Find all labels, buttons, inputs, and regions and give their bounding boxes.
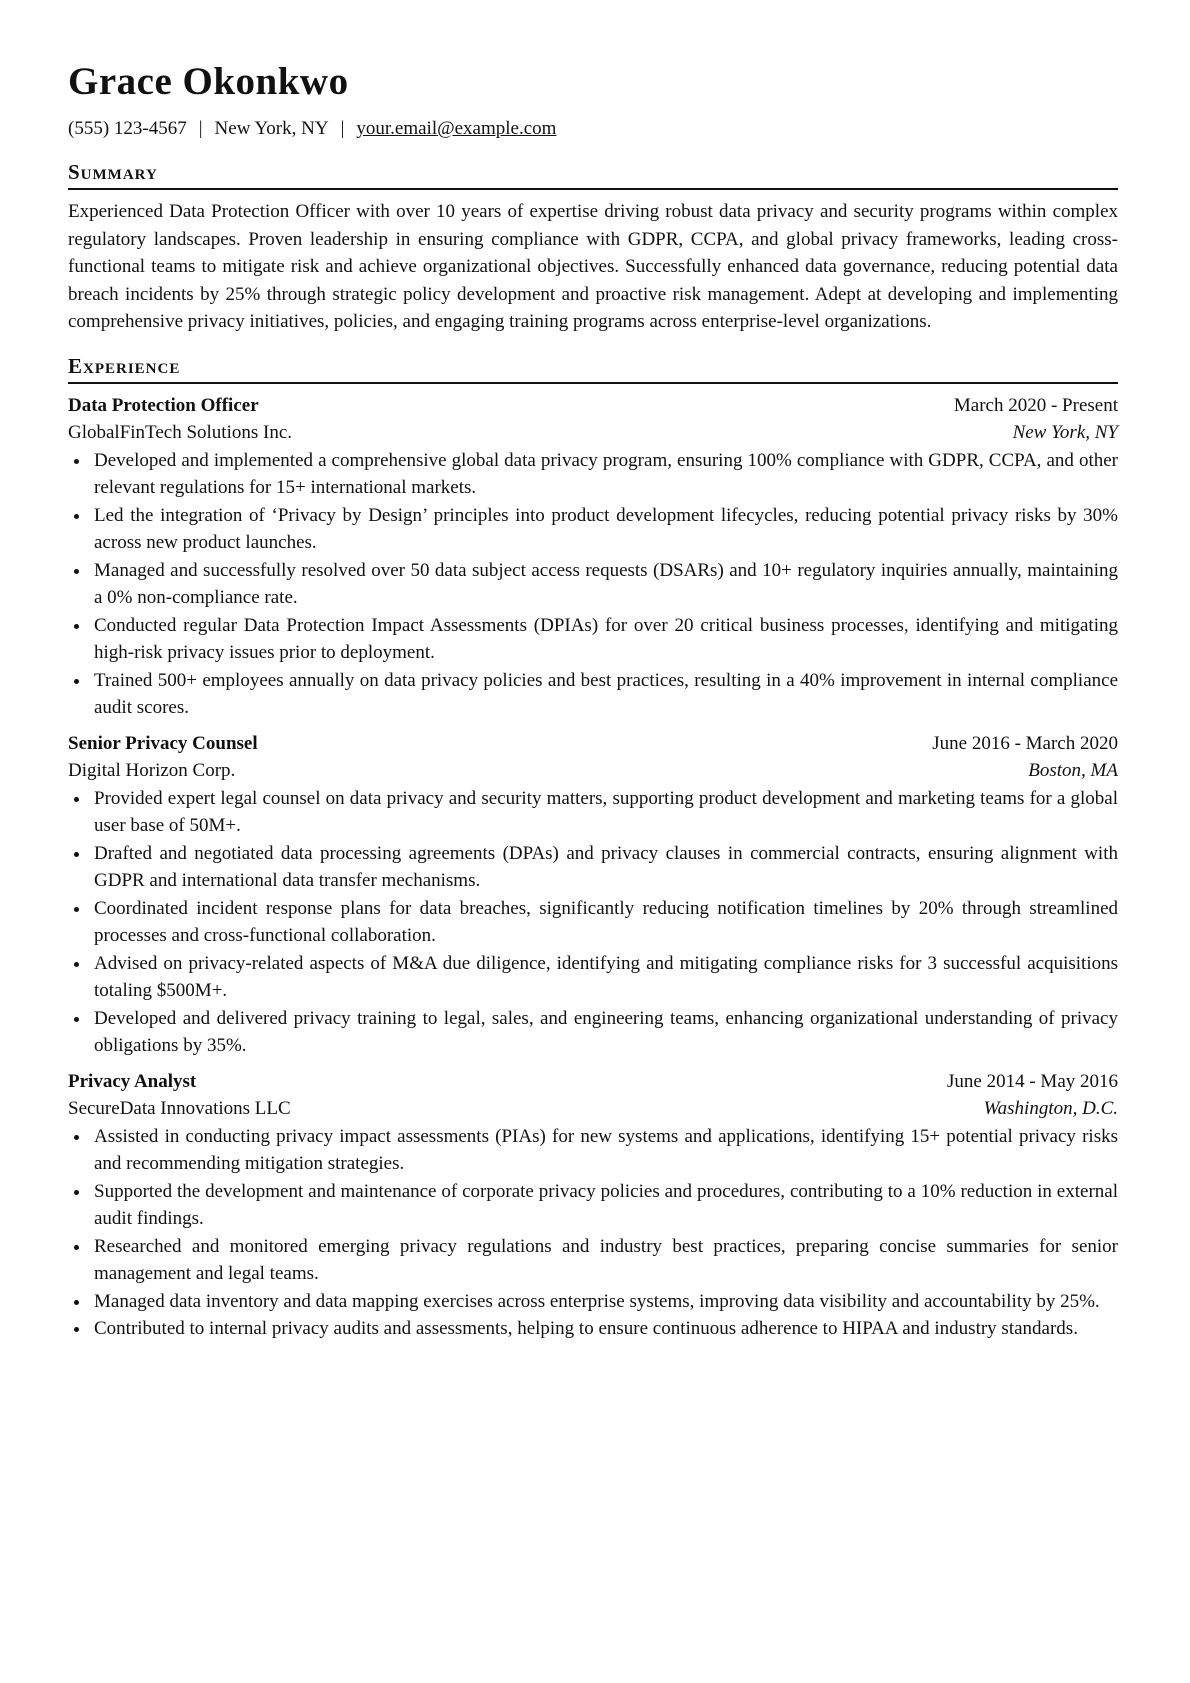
- section-title-summary: Summary: [68, 158, 1118, 190]
- bullet-text: Researched and monitored emerging privacy regulations and industry best practices, preparing concise summaries for senior management and legal teams.: [94, 1235, 1118, 1285]
- bullet-item: [68, 895, 1118, 950]
- bullet-item: [68, 1288, 1118, 1316]
- contact-line: [68, 116, 1118, 142]
- bullet-text: Managed and successfully resolved over 50 data subject access requests (DSARs) and 10+ regulatory inquiries annually, maintaining a 0% non-compliance rate.: [94, 559, 1118, 609]
- job-title-row: [68, 392, 1118, 420]
- candidate-name: Grace Okonkwo: [68, 60, 349, 103]
- bullet-icon: [74, 1190, 79, 1195]
- bullet-item: [68, 1233, 1118, 1288]
- experience-section: [68, 352, 1118, 1343]
- bullet-text: Led the integration of ‘Privacy by Design’ principles into product development lifecycles, reducing potential privacy risks by 30% across new product launches.: [94, 504, 1118, 554]
- job-entry: [68, 730, 1118, 1060]
- bullet-item: [68, 667, 1118, 722]
- bullet-item: [68, 1178, 1118, 1233]
- job-company: SecureData Innovations LLC: [68, 1098, 291, 1120]
- resume-header: [68, 58, 1118, 142]
- phone-number: (555) 123-4567: [68, 118, 187, 139]
- bullet-text: Trained 500+ employees annually on data privacy policies and best practices, resulting in a 40% improvement in internal compliance audit scores.: [94, 669, 1118, 719]
- bullet-icon: [74, 962, 79, 967]
- job-dates: June 2014 - May 2016: [947, 1070, 1118, 1092]
- bullet-text: Advised on privacy-related aspects of M&A due diligence, identifying and mitigating compliance risks for 3 successful acquisitions totaling $500M+.: [94, 952, 1118, 1002]
- bullet-item: [68, 1005, 1118, 1060]
- bullet-icon: [74, 569, 79, 574]
- job-bullets: [68, 1123, 1118, 1343]
- bullet-text: Supported the development and maintenance of corporate privacy policies and procedures, contributing to a 10% reduction in external audit findings.: [94, 1180, 1118, 1230]
- contact-location: New York, NY: [214, 118, 329, 139]
- bullet-icon: [74, 1135, 79, 1140]
- job-title-row: [68, 1068, 1118, 1096]
- contact-separator: |: [340, 118, 345, 139]
- bullet-item: [68, 785, 1118, 840]
- job-company-row: [68, 419, 1118, 447]
- job-company-row: [68, 757, 1118, 785]
- job-entry: [68, 1068, 1118, 1343]
- bullet-item: [68, 840, 1118, 895]
- bullet-text: Provided expert legal counsel on data privacy and security matters, supporting product development and marketing teams for a global user base of 50M+.: [94, 787, 1118, 837]
- bullet-item: [68, 447, 1118, 502]
- bullet-icon: [74, 852, 79, 857]
- bullet-icon: [74, 1017, 79, 1022]
- bullet-text: Drafted and negotiated data processing agreements (DPAs) and privacy clauses in commercial contracts, ensuring alignment with GDPR and international data transfer mechanisms.: [94, 842, 1118, 892]
- bullet-icon: [74, 459, 79, 464]
- job-location: Washington, D.C.: [983, 1098, 1118, 1120]
- bullet-text: Assisted in conducting privacy impact assessments (PIAs) for new systems and applications, identifying 15+ potential privacy risks and recommending mitigation strategies.: [94, 1125, 1118, 1175]
- bullet-icon: [74, 907, 79, 912]
- bullet-icon: [74, 624, 79, 629]
- job-bullets: [68, 785, 1118, 1060]
- bullet-icon: [74, 797, 79, 802]
- job-location: Boston, MA: [1028, 760, 1118, 782]
- bullet-text: Contributed to internal privacy audits and assessments, helping to ensure continuous adherence to HIPAA and industry standards.: [94, 1318, 1078, 1340]
- bullet-text: Managed data inventory and data mapping exercises across enterprise systems, improving data visibility and accountability by 25%.: [94, 1290, 1100, 1312]
- resume-page: [68, 58, 1118, 1343]
- bullet-item: [68, 1315, 1118, 1343]
- job-title: Senior Privacy Counsel: [68, 732, 258, 754]
- job-bullets: [68, 447, 1118, 722]
- bullet-item: [68, 502, 1118, 557]
- job-title: Data Protection Officer: [68, 394, 259, 416]
- job-location: New York, NY: [1012, 422, 1118, 444]
- bullet-icon: [74, 514, 79, 519]
- bullet-text: Developed and delivered privacy training to legal, sales, and engineering teams, enhancing organizational understanding of privacy obligations by 35%.: [94, 1007, 1118, 1057]
- bullet-item: [68, 557, 1118, 612]
- bullet-icon: [74, 679, 79, 684]
- summary-text: Experienced Data Protection Officer with over 10 years of expertise driving robust data privacy and security programs within complex regulatory landscapes. Proven leadership in ensuring compliance with GDPR, CCPA, and global privacy frameworks, leading cross-functional teams to mitigate risk and achieve organizational objectives. Successfully enhanced data governance, reducing potential data breach incidents by 25% through strategic policy development and proactive risk management. Adept at developing and implementing comprehensive privacy initiatives, policies, and engaging training programs across enterprise-level organizations.: [68, 201, 1118, 333]
- bullet-text: Conducted regular Data Protection Impact Assessments (DPIAs) for over 20 critical business processes, identifying and mitigating high-risk privacy issues prior to deployment.: [94, 614, 1118, 664]
- bullet-text: Coordinated incident response plans for data breaches, significantly reducing notification timelines by 20% through streamlined processes and cross-functional collaboration.: [94, 897, 1118, 947]
- summary-section: [68, 158, 1118, 336]
- bullet-icon: [74, 1300, 79, 1305]
- job-title-row: [68, 730, 1118, 758]
- job-company: GlobalFinTech Solutions Inc.: [68, 422, 293, 444]
- bullet-text: Developed and implemented a comprehensive global data privacy program, ensuring 100% compliance with GDPR, CCPA, and other relevant regulations for 15+ international markets.: [94, 449, 1118, 499]
- job-company: Digital Horizon Corp.: [68, 760, 236, 782]
- bullet-item: [68, 950, 1118, 1005]
- job-company-row: [68, 1095, 1118, 1123]
- job-dates: March 2020 - Present: [953, 394, 1118, 416]
- job-entry: [68, 392, 1118, 722]
- bullet-item: [68, 612, 1118, 667]
- contact-separator: |: [198, 118, 203, 139]
- job-dates: June 2016 - March 2020: [932, 732, 1118, 754]
- bullet-icon: [74, 1245, 79, 1250]
- section-title-experience: Experience: [68, 352, 1118, 384]
- bullet-icon: [74, 1327, 79, 1332]
- job-title: Privacy Analyst: [68, 1070, 197, 1092]
- bullet-item: [68, 1123, 1118, 1178]
- email-link[interactable]: your.email@example.com: [356, 118, 557, 139]
